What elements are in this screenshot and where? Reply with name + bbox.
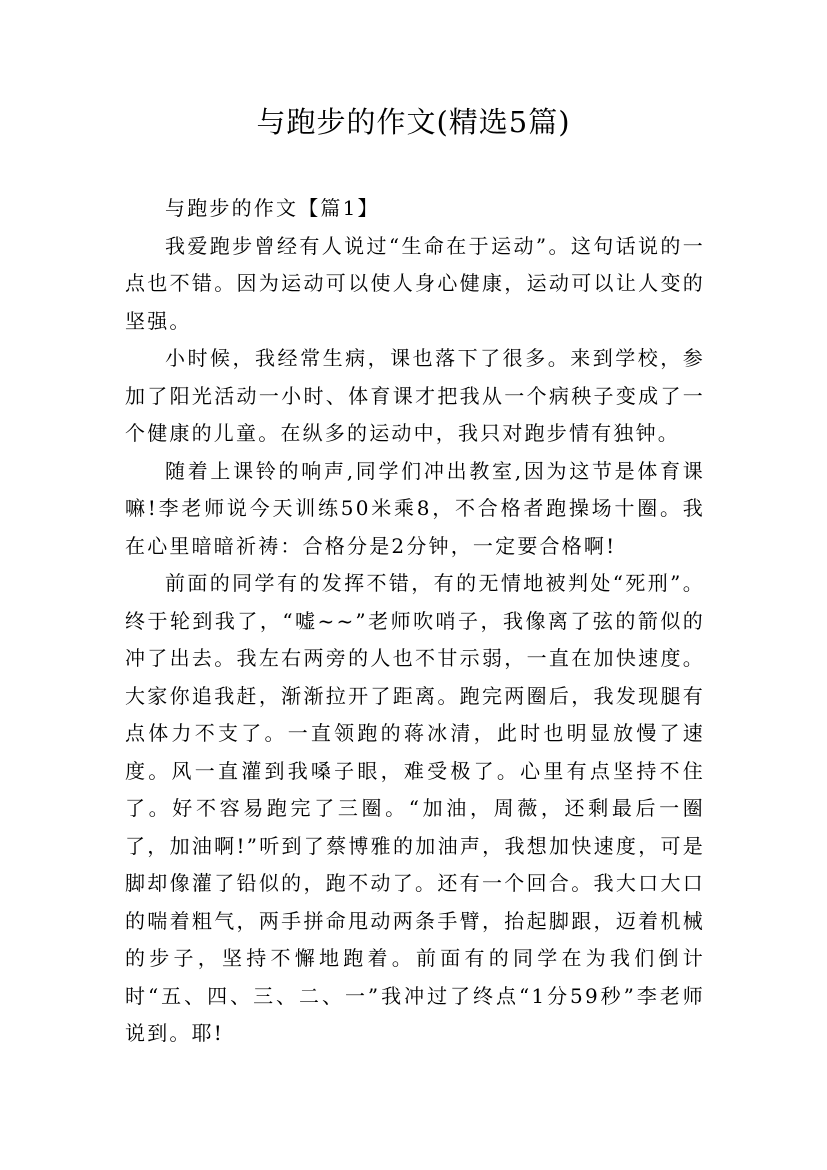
section-heading: 与跑步的作文【篇1】 (165, 196, 380, 220)
paragraph: 小时候，我经常生病，课也落下了很多。来到学校，参加了阳光活动一小时、体育课才把我从一个病秧子变成了一个健康的儿童。在纵多的运动中，我只对跑步情有独钟。 (125, 346, 705, 445)
document-body (125, 190, 705, 1053)
document-title: 与跑步的作文(精选5篇) (256, 105, 571, 139)
paragraph: 随着上课铃的响声,同学们冲出教室,因为这节是体育课嘛!李老师说今天训练50米乘8，不合格者跑操场十圈。我在心里暗暗祈祷：合格分是2分钟，一定要合格啊! (125, 458, 705, 558)
paragraph: 前面的同学有的发挥不错，有的无情地被判处“死刑”。终于轮到我了，“嘘~~”老师吹哨子，我像离了弦的箭似的冲了出去。我左右两旁的人也不甘示弱，一直在加快速度。大家你追我赶，渐渐拉开了距离。跑完两圈后，我发现腿有点体力不支了。一直领跑的蒋冰清，此时也明显放慢了速度。风一直灌到我嗓子眼，难受极了。心里有点坚持不住了。好不容易跑完了三圈。“加油，周薇，还剩最后一圈了，加油啊!”听到了蔡博雅的加油声，我想加快速度，可是脚却像灌了铅似的，跑不动了。还有一个回合。我大口大口的喘着粗气，两手拼命甩动两条手臂，抬起脚跟，迈着机械的步子，坚持不懈地跑着。前面有的同学在为我们倒计时“五、四、三、二、一”我冲过了终点“1分59秒”李老师说到。耶! (125, 571, 705, 1045)
paragraph: 我爱跑步曾经有人说过“生命在于运动”。这句话说的一点也不错。因为运动可以使人身心健康，运动可以让人变的坚强。 (125, 233, 705, 333)
